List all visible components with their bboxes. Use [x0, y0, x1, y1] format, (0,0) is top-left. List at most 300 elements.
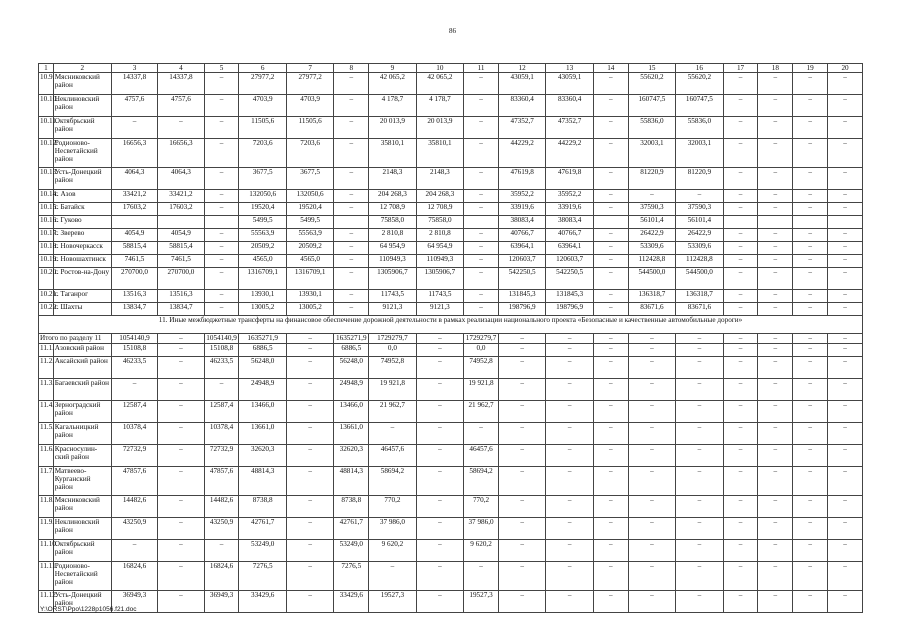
value-cell: 20 013,9: [416, 117, 463, 139]
value-cell: 37 986,0: [369, 518, 416, 540]
value-cell: –: [204, 95, 239, 117]
value-cell: 542250,5: [498, 268, 545, 290]
value-cell: –: [793, 562, 828, 591]
column-number-cell: 19: [793, 64, 828, 73]
value-cell: –: [793, 203, 828, 216]
value-cell: 63964,1: [498, 242, 545, 255]
value-cell: 33421,2: [111, 190, 157, 203]
value-cell: 17603,2: [158, 203, 204, 216]
value-cell: –: [723, 562, 758, 591]
municipality-name-cell: Матвеево-Курганский район: [53, 467, 111, 496]
table-row: [39, 518, 863, 540]
value-cell: 72732,9: [111, 445, 157, 467]
value-cell: 13005,2: [239, 303, 286, 316]
value-cell: 198796,9: [546, 303, 593, 316]
row-number-cell: 10.15.: [39, 203, 54, 216]
value-cell: 47619,8: [546, 168, 593, 190]
value-cell: 55620,2: [628, 73, 675, 95]
column-number-cell: 11: [464, 64, 499, 73]
value-cell: –: [676, 334, 723, 344]
value-cell: –: [334, 290, 369, 303]
value-cell: –: [204, 139, 239, 168]
value-cell: –: [334, 168, 369, 190]
value-cell: –: [793, 290, 828, 303]
value-cell: –: [828, 379, 863, 401]
table-row: [39, 379, 863, 401]
value-cell: –: [334, 303, 369, 316]
value-cell: –: [158, 379, 204, 401]
row-number-cell: 11.12.: [39, 591, 54, 613]
value-cell: 13661,0: [239, 423, 286, 445]
value-cell: 42 065,2: [416, 73, 463, 95]
row-number-cell: 11.9.: [39, 518, 54, 540]
value-cell: 43250,9: [111, 518, 157, 540]
value-cell: –: [546, 423, 593, 445]
value-cell: 33919,6: [546, 203, 593, 216]
value-cell: –: [546, 591, 593, 613]
value-cell: –: [758, 190, 793, 203]
value-cell: –: [793, 379, 828, 401]
municipality-name-cell: г. Таганрог: [53, 290, 111, 303]
value-cell: 6886,5: [334, 344, 369, 357]
value-cell: –: [286, 540, 333, 562]
row-number-cell: 10.22.: [39, 303, 54, 316]
value-cell: 46233,5: [111, 357, 157, 379]
municipality-name-cell: Азовский район: [53, 344, 111, 357]
value-cell: –: [758, 379, 793, 401]
value-cell: 13930,1: [239, 290, 286, 303]
value-cell: 13834,7: [158, 303, 204, 316]
value-cell: –: [593, 445, 628, 467]
value-cell: 83671,6: [676, 303, 723, 316]
table-row: [39, 303, 863, 316]
value-cell: –: [758, 303, 793, 316]
table-row: [39, 95, 863, 117]
value-cell: –: [464, 423, 499, 445]
value-cell: –: [828, 229, 863, 242]
value-cell: –: [758, 268, 793, 290]
value-cell: 12587,4: [111, 401, 157, 423]
value-cell: –: [676, 540, 723, 562]
value-cell: 56248,0: [239, 357, 286, 379]
value-cell: 21 962,7: [369, 401, 416, 423]
value-cell: –: [593, 139, 628, 168]
table-row: [39, 496, 863, 518]
value-cell: –: [828, 290, 863, 303]
municipality-name-cell: Мясниковский район: [53, 496, 111, 518]
value-cell: 3677,5: [286, 168, 333, 190]
value-cell: –: [416, 518, 463, 540]
value-cell: –: [723, 229, 758, 242]
value-cell: –: [204, 379, 239, 401]
value-cell: –: [286, 379, 333, 401]
municipality-name-cell: Неклиновский район: [53, 518, 111, 540]
value-cell: –: [593, 190, 628, 203]
value-cell: –: [628, 496, 675, 518]
value-cell: –: [676, 496, 723, 518]
value-cell: 58694,2: [369, 467, 416, 496]
row-number-cell: 11.7.: [39, 467, 54, 496]
value-cell: 9 620,2: [464, 540, 499, 562]
value-cell: [158, 216, 204, 229]
table-row: [39, 255, 863, 268]
value-cell: 27977,2: [286, 73, 333, 95]
value-cell: 1635271,9: [239, 334, 286, 344]
value-cell: 4064,3: [158, 168, 204, 190]
value-cell: 56248,0: [334, 357, 369, 379]
column-number-cell: 7: [286, 64, 333, 73]
value-cell: –: [498, 379, 545, 401]
table-row: [39, 445, 863, 467]
value-cell: –: [593, 117, 628, 139]
value-cell: –: [793, 591, 828, 613]
value-cell: 55620,2: [676, 73, 723, 95]
value-cell: 4565,0: [239, 255, 286, 268]
value-cell: –: [158, 540, 204, 562]
value-cell: –: [204, 242, 239, 255]
value-cell: 47857,6: [111, 467, 157, 496]
value-cell: –: [793, 229, 828, 242]
value-cell: 19527,3: [464, 591, 499, 613]
value-cell: –: [758, 540, 793, 562]
value-cell: –: [111, 540, 157, 562]
value-cell: 14337,8: [111, 73, 157, 95]
municipality-name-cell: г. Ростов-на-Дону: [53, 268, 111, 290]
value-cell: –: [204, 540, 239, 562]
value-cell: –: [464, 73, 499, 95]
value-cell: 4064,3: [111, 168, 157, 190]
value-cell: 4 178,7: [416, 95, 463, 117]
value-cell: 110949,3: [416, 255, 463, 268]
value-cell: –: [828, 467, 863, 496]
value-cell: –: [593, 357, 628, 379]
value-cell: 1054140,9: [204, 334, 239, 344]
value-cell: 15108,8: [204, 344, 239, 357]
value-cell: 47857,6: [204, 467, 239, 496]
value-cell: 75858,0: [416, 216, 463, 229]
value-cell: –: [628, 334, 675, 344]
value-cell: –: [416, 467, 463, 496]
table-row: [39, 73, 863, 95]
municipality-name-cell: г. Новошахтинск: [53, 255, 111, 268]
value-cell: –: [286, 344, 333, 357]
value-cell: –: [204, 168, 239, 190]
table-row: [39, 423, 863, 445]
value-cell: –: [793, 168, 828, 190]
value-cell: –: [828, 303, 863, 316]
value-cell: –: [204, 117, 239, 139]
value-cell: 44229,2: [546, 139, 593, 168]
value-cell: –: [793, 242, 828, 255]
value-cell: 20 013,9: [369, 117, 416, 139]
value-cell: –: [628, 190, 675, 203]
value-cell: –: [676, 445, 723, 467]
column-number-cell: 18: [758, 64, 793, 73]
value-cell: –: [111, 117, 157, 139]
value-cell: 12 708,9: [416, 203, 463, 216]
value-cell: 13930,1: [286, 290, 333, 303]
value-cell: 4 178,7: [369, 95, 416, 117]
table-row: [39, 117, 863, 139]
value-cell: –: [793, 303, 828, 316]
value-cell: 1316709,1: [286, 268, 333, 290]
value-cell: –: [546, 467, 593, 496]
value-cell: –: [204, 290, 239, 303]
value-cell: 24948,9: [239, 379, 286, 401]
value-cell: –: [546, 540, 593, 562]
value-cell: 7461,5: [158, 255, 204, 268]
value-cell: 33429,6: [239, 591, 286, 613]
value-cell: 46233,5: [204, 357, 239, 379]
value-cell: 120603,7: [498, 255, 545, 268]
value-cell: [204, 216, 239, 229]
value-cell: –: [286, 423, 333, 445]
value-cell: 7276,5: [334, 562, 369, 591]
value-cell: –: [204, 190, 239, 203]
value-cell: 8738,8: [239, 496, 286, 518]
value-cell: –: [828, 423, 863, 445]
value-cell: 1305906,7: [369, 268, 416, 290]
table-row: [39, 562, 863, 591]
table-row: [39, 190, 863, 203]
municipality-name-cell: Октябрьский район: [53, 540, 111, 562]
municipality-name-cell: Мясниковский район: [53, 73, 111, 95]
value-cell: 1729279,7: [464, 334, 499, 344]
section-total-row: [39, 334, 863, 344]
value-cell: [758, 216, 793, 229]
value-cell: –: [546, 334, 593, 344]
value-cell: –: [464, 203, 499, 216]
value-cell: –: [369, 423, 416, 445]
table-row: [39, 216, 863, 229]
value-cell: 55836,0: [676, 117, 723, 139]
value-cell: –: [828, 268, 863, 290]
value-cell: 270700,0: [158, 268, 204, 290]
value-cell: –: [628, 344, 675, 357]
value-cell: 204 268,3: [416, 190, 463, 203]
value-cell: –: [628, 401, 675, 423]
value-cell: 110949,3: [369, 255, 416, 268]
municipality-name-cell: г. Гуково: [53, 216, 111, 229]
value-cell: –: [546, 562, 593, 591]
value-cell: 1729279,7: [369, 334, 416, 344]
value-cell: –: [334, 190, 369, 203]
value-cell: –: [723, 334, 758, 344]
value-cell: 26422,9: [628, 229, 675, 242]
value-cell: 14337,8: [158, 73, 204, 95]
municipality-name-cell: Неклиновский район: [53, 95, 111, 117]
value-cell: –: [758, 139, 793, 168]
column-number-cell: 13: [546, 64, 593, 73]
value-cell: –: [828, 242, 863, 255]
value-cell: 16824,6: [111, 562, 157, 591]
value-cell: –: [286, 562, 333, 591]
value-cell: –: [593, 401, 628, 423]
value-cell: 20509,2: [239, 242, 286, 255]
value-cell: –: [464, 242, 499, 255]
value-cell: –: [593, 467, 628, 496]
value-cell: –: [593, 73, 628, 95]
value-cell: –: [723, 190, 758, 203]
value-cell: 9121,3: [369, 303, 416, 316]
value-cell: 0,0: [464, 344, 499, 357]
value-cell: 81220,9: [628, 168, 675, 190]
value-cell: –: [793, 467, 828, 496]
value-cell: [593, 216, 628, 229]
value-cell: –: [464, 229, 499, 242]
value-cell: 20509,2: [286, 242, 333, 255]
value-cell: –: [723, 423, 758, 445]
value-cell: –: [593, 540, 628, 562]
value-cell: –: [593, 290, 628, 303]
value-cell: 14482,6: [111, 496, 157, 518]
row-number-cell: 10.10.: [39, 95, 54, 117]
value-cell: –: [464, 139, 499, 168]
value-cell: 32620,3: [334, 445, 369, 467]
value-cell: 131845,3: [498, 290, 545, 303]
value-cell: –: [628, 357, 675, 379]
value-cell: –: [758, 423, 793, 445]
municipality-name-cell: Усть-Донецкий район: [53, 591, 111, 613]
table-row: [39, 168, 863, 190]
value-cell: –: [111, 379, 157, 401]
value-cell: 58815,4: [158, 242, 204, 255]
column-number-cell: 12: [498, 64, 545, 73]
municipality-name-cell: Аксайский район: [53, 357, 111, 379]
municipality-name-cell: Усть-Донецкий район: [53, 168, 111, 190]
row-number-cell: 11.8.: [39, 496, 54, 518]
value-cell: –: [498, 467, 545, 496]
value-cell: 56101,4: [676, 216, 723, 229]
value-cell: –: [828, 562, 863, 591]
value-cell: –: [416, 445, 463, 467]
value-cell: –: [593, 518, 628, 540]
value-cell: 6886,5: [239, 344, 286, 357]
value-cell: –: [334, 229, 369, 242]
value-cell: 11505,6: [286, 117, 333, 139]
value-cell: –: [723, 255, 758, 268]
value-cell: 37 986,0: [464, 518, 499, 540]
value-cell: 55836,0: [628, 117, 675, 139]
value-cell: –: [723, 290, 758, 303]
value-cell: –: [723, 518, 758, 540]
value-cell: 24948,9: [334, 379, 369, 401]
value-cell: 81220,9: [676, 168, 723, 190]
value-cell: 47352,7: [498, 117, 545, 139]
value-cell: –: [416, 379, 463, 401]
value-cell: –: [723, 467, 758, 496]
value-cell: 74952,8: [369, 357, 416, 379]
value-cell: –: [498, 401, 545, 423]
value-cell: –: [158, 445, 204, 467]
value-cell: 10378,4: [204, 423, 239, 445]
value-cell: –: [828, 334, 863, 344]
value-cell: 4703,9: [286, 95, 333, 117]
value-cell: –: [546, 379, 593, 401]
value-cell: 35810,1: [416, 139, 463, 168]
value-cell: –: [158, 591, 204, 613]
municipality-name-cell: г. Азов: [53, 190, 111, 203]
value-cell: 37590,3: [676, 203, 723, 216]
municipality-name-cell: г. Новочеркасск: [53, 242, 111, 255]
value-cell: –: [723, 168, 758, 190]
value-cell: –: [464, 268, 499, 290]
table-row: [39, 540, 863, 562]
table-row: [39, 268, 863, 290]
value-cell: –: [758, 203, 793, 216]
value-cell: –: [546, 344, 593, 357]
value-cell: –: [676, 518, 723, 540]
value-cell: –: [828, 203, 863, 216]
value-cell: 542250,5: [546, 268, 593, 290]
value-cell: –: [676, 423, 723, 445]
value-cell: –: [793, 423, 828, 445]
row-number-cell: 10.12.: [39, 139, 54, 168]
value-cell: 11743,5: [369, 290, 416, 303]
value-cell: 27977,2: [239, 73, 286, 95]
value-cell: 53249,0: [239, 540, 286, 562]
value-cell: 74952,8: [464, 357, 499, 379]
value-cell: –: [416, 591, 463, 613]
column-number-cell: 4: [158, 64, 204, 73]
value-cell: –: [593, 562, 628, 591]
value-cell: –: [758, 357, 793, 379]
value-cell: –: [723, 357, 758, 379]
value-cell: –: [593, 95, 628, 117]
value-cell: –: [723, 540, 758, 562]
column-number-cell: 15: [628, 64, 675, 73]
value-cell: –: [723, 139, 758, 168]
value-cell: –: [628, 379, 675, 401]
value-cell: –: [593, 168, 628, 190]
row-number-cell: 11.4.: [39, 401, 54, 423]
value-cell: 13005,2: [286, 303, 333, 316]
value-cell: 19520,4: [286, 203, 333, 216]
value-cell: –: [593, 303, 628, 316]
table-row: [39, 203, 863, 216]
value-cell: [828, 216, 863, 229]
value-cell: –: [334, 268, 369, 290]
value-cell: 33429,6: [334, 591, 369, 613]
row-number-cell: 11.5.: [39, 423, 54, 445]
value-cell: –: [546, 496, 593, 518]
value-cell: [723, 216, 758, 229]
value-cell: 2148,3: [416, 168, 463, 190]
value-cell: 11505,6: [239, 117, 286, 139]
value-cell: –: [286, 591, 333, 613]
value-cell: 38083,4: [546, 216, 593, 229]
value-cell: –: [758, 290, 793, 303]
value-cell: –: [828, 591, 863, 613]
value-cell: –: [828, 139, 863, 168]
value-cell: 42761,7: [239, 518, 286, 540]
value-cell: –: [593, 423, 628, 445]
value-cell: –: [758, 255, 793, 268]
value-cell: 19527,3: [369, 591, 416, 613]
value-cell: –: [723, 268, 758, 290]
value-cell: –: [286, 518, 333, 540]
value-cell: –: [334, 203, 369, 216]
value-cell: –: [758, 229, 793, 242]
value-cell: 1305906,7: [416, 268, 463, 290]
value-cell: 83360,4: [546, 95, 593, 117]
value-cell: 770,2: [369, 496, 416, 518]
value-cell: 32003,1: [628, 139, 675, 168]
value-cell: –: [334, 73, 369, 95]
value-cell: –: [464, 168, 499, 190]
value-cell: 43059,1: [498, 73, 545, 95]
value-cell: –: [286, 445, 333, 467]
